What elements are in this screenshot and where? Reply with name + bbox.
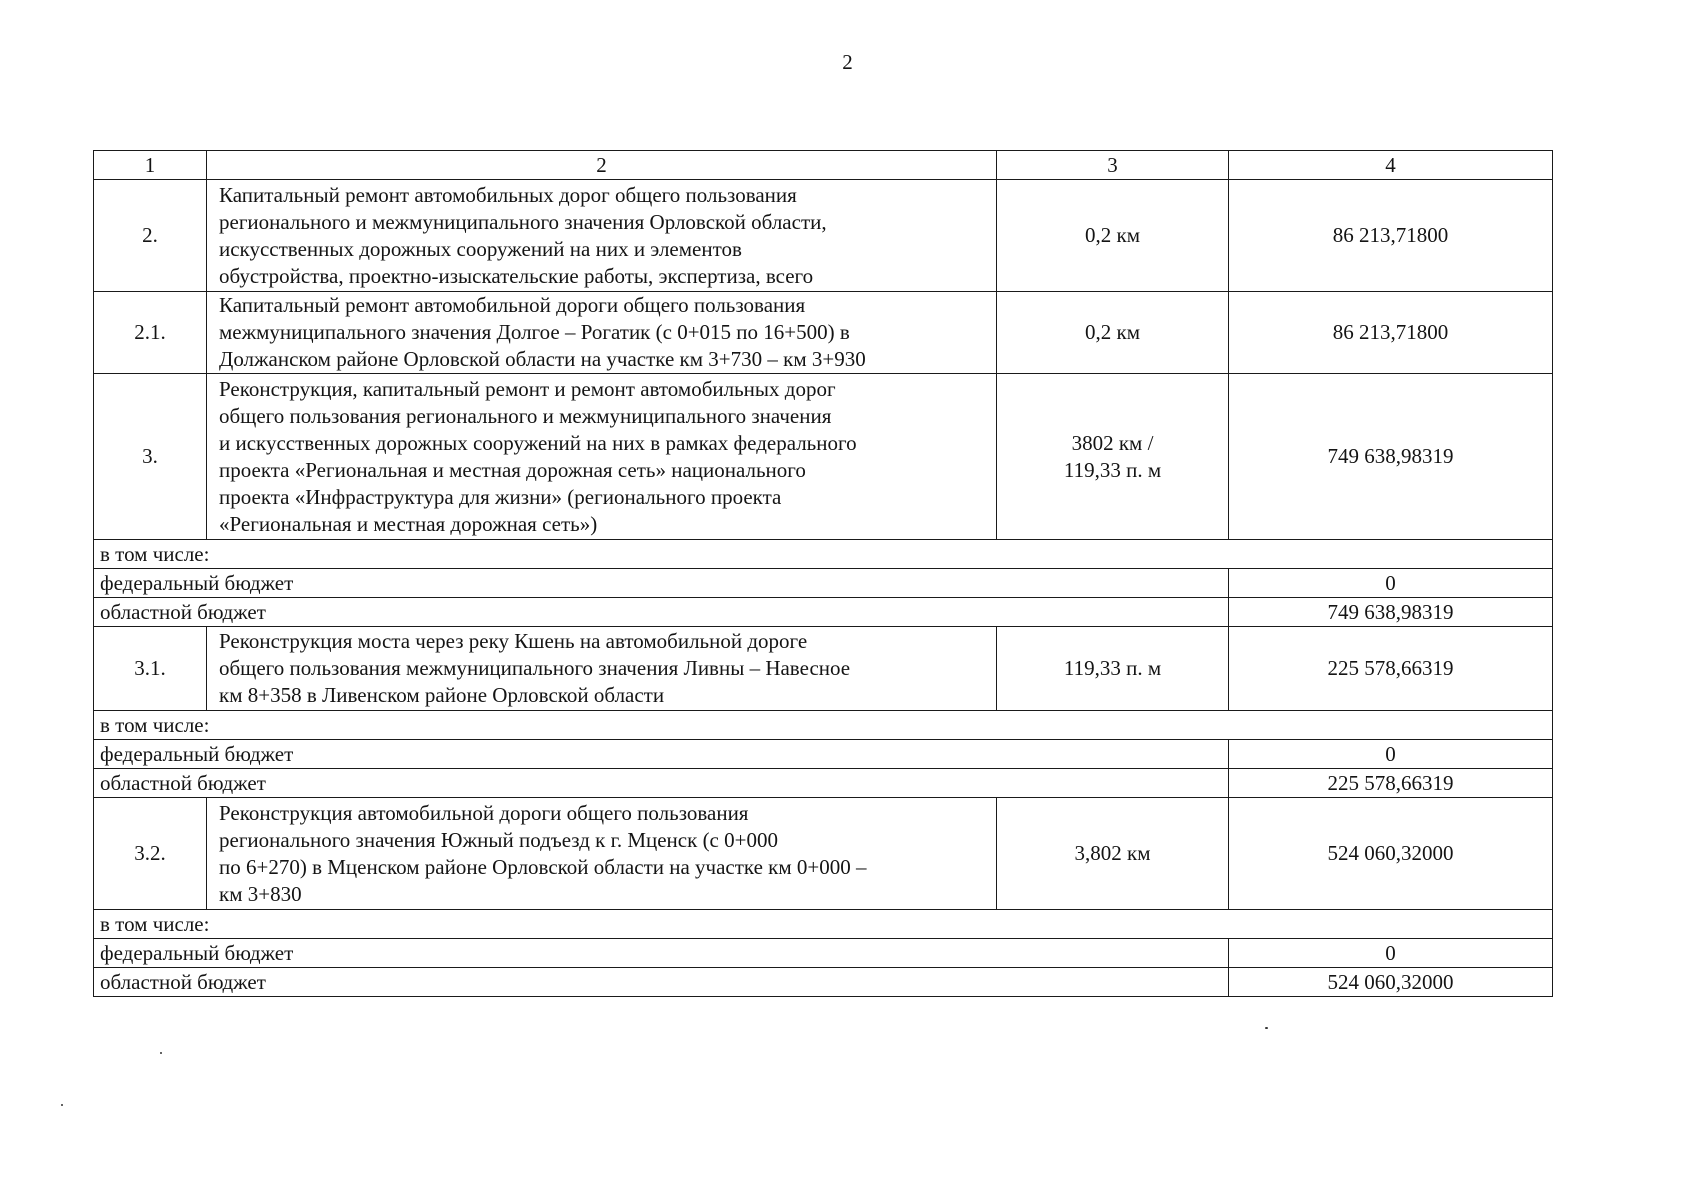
federal-budget-row (94, 569, 1553, 598)
scan-speck (160, 1052, 162, 1054)
scan-speck (1265, 1027, 1268, 1029)
row-description (207, 374, 997, 540)
breakdown-heading-row (94, 540, 1553, 569)
quantity-line: 3,802 км (1074, 841, 1151, 865)
description-line: регионального значения Южный подъезд к г. Мценск (с 0+000 (219, 827, 778, 852)
row-number: 2.1. (94, 292, 207, 374)
table-row (94, 798, 1553, 910)
row-sum: 749 638,98319 (1229, 374, 1553, 540)
row-number: 3.1. (94, 627, 207, 711)
table-row (94, 374, 1553, 540)
description-line: регионального и межмуниципального значения Орловской области, (219, 209, 827, 234)
description-line: проекта «Инфраструктура для жизни» (регионального проекта (219, 484, 782, 509)
description-line: Реконструкция, капитальный ремонт и ремонт автомобильных дорог (219, 376, 836, 401)
federal-budget-label: федеральный бюджет (94, 569, 1229, 598)
regional-budget-value: 225 578,66319 (1229, 769, 1553, 798)
federal-budget-row (94, 939, 1553, 968)
description-line: км 8+358 в Ливенском районе Орловской области (219, 683, 665, 707)
row-number: 3.2. (94, 798, 207, 910)
quantity-line: 3802 км / (1071, 430, 1154, 455)
breakdown-heading-row (94, 910, 1553, 939)
description-line: Капитальный ремонт автомобильных дорог общего пользования (219, 182, 797, 207)
page-number: 2 (842, 50, 853, 74)
table-row (94, 627, 1553, 711)
quantity-line: 0,2 км (1085, 320, 1140, 344)
description-line: искусственных дорожных сооружений на них и элементов (219, 236, 742, 261)
row-sum: 86 213,71800 (1229, 292, 1553, 374)
description-line: общего пользования межмуниципального значения Ливны – Навесное (219, 656, 851, 680)
description-line: «Региональная и местная дорожная сеть») (219, 511, 598, 536)
row-quantity (997, 180, 1229, 292)
federal-budget-row (94, 740, 1553, 769)
row-description (207, 292, 997, 374)
column-number-2: 2 (207, 151, 997, 180)
description-line: Должанском районе Орловской области на участке км 3+730 – км 3+930 (219, 347, 866, 371)
federal-budget-label: федеральный бюджет (94, 740, 1229, 769)
row-sum: 524 060,32000 (1229, 798, 1553, 910)
federal-budget-value: 0 (1229, 740, 1553, 769)
row-quantity (997, 292, 1229, 374)
description-line: межмуниципального значения Долгое – Рогатик (с 0+015 по 16+500) в (219, 320, 850, 344)
regional-budget-value: 749 638,98319 (1229, 598, 1553, 627)
regional-budget-value: 524 060,32000 (1229, 968, 1553, 997)
column-number-4: 4 (1229, 151, 1553, 180)
row-quantity (997, 374, 1229, 540)
description-line: Реконструкция автомобильной дороги общего пользования (219, 800, 749, 825)
description-line: обустройства, проектно-изыскательские работы, экспертиза, всего (219, 263, 814, 288)
row-description (207, 627, 997, 711)
row-description (207, 180, 997, 292)
quantity-line: 119,33 п. м (1063, 656, 1162, 680)
description-line: и искусственных дорожных сооружений на них в рамках федерального (219, 430, 857, 455)
regional-budget-row (94, 968, 1553, 997)
column-number-row (94, 151, 1553, 180)
regional-budget-label: областной бюджет (94, 598, 1229, 627)
description-line: по 6+270) в Мценском районе Орловской области на участке км 0+000 – (219, 854, 867, 879)
regional-budget-row (94, 598, 1553, 627)
description-line: проекта «Региональная и местная дорожная сеть» национального (219, 457, 806, 482)
row-number: 2. (94, 180, 207, 292)
regional-budget-label: областной бюджет (94, 769, 1229, 798)
federal-budget-value: 0 (1229, 569, 1553, 598)
federal-budget-value: 0 (1229, 939, 1553, 968)
row-description (207, 798, 997, 910)
budget-table (93, 150, 1553, 997)
federal-budget-label: федеральный бюджет (94, 939, 1229, 968)
description-line: км 3+830 (219, 881, 302, 906)
scan-speck (61, 1104, 63, 1106)
row-sum: 86 213,71800 (1229, 180, 1553, 292)
table-row (94, 292, 1553, 374)
description-line: Капитальный ремонт автомобильной дороги общего пользования (219, 293, 806, 317)
row-number: 3. (94, 374, 207, 540)
row-sum: 225 578,66319 (1229, 627, 1553, 711)
regional-budget-label: областной бюджет (94, 968, 1229, 997)
breakdown-heading: в том числе: (94, 711, 1553, 740)
column-number-1: 1 (94, 151, 207, 180)
row-quantity (997, 627, 1229, 711)
description-line: общего пользования регионального и межмуниципального значения (219, 403, 832, 428)
quantity-line: 119,33 п. м (1063, 457, 1162, 482)
column-number-3: 3 (997, 151, 1229, 180)
table-row (94, 180, 1553, 292)
row-quantity (997, 798, 1229, 910)
quantity-line: 0,2 км (1085, 223, 1140, 247)
description-line: Реконструкция моста через реку Кшень на автомобильной дороге (219, 629, 808, 653)
breakdown-heading: в том числе: (94, 910, 1553, 939)
breakdown-heading: в том числе: (94, 540, 1553, 569)
regional-budget-row (94, 769, 1553, 798)
breakdown-heading-row (94, 711, 1553, 740)
